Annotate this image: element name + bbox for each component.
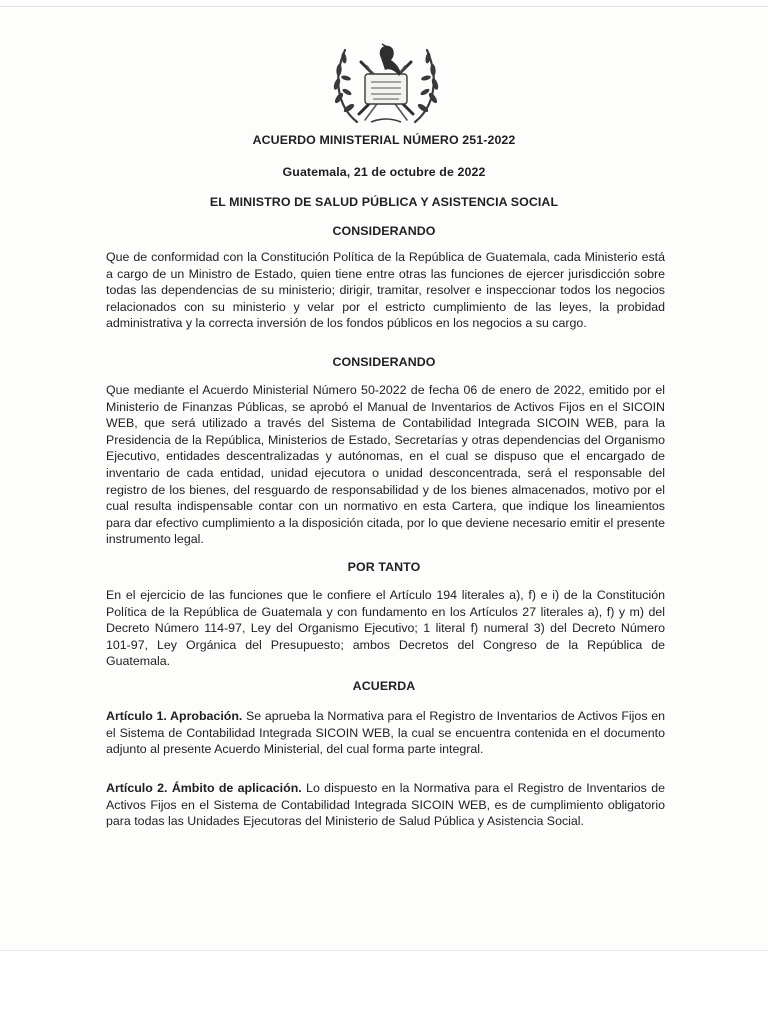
articulo-2-text: Lo dispuesto en la Normativa para el Registro de Inventarios de Activos Fijos en el Sistema de Contabilidad Integrada SICOIN WEB, es de cumplimiento obligatorio para todas las Unidades Ejecutoras del Ministerio de Salud Pública y Asistencia Social.	[106, 781, 665, 829]
articulo-2-label: Artículo 2. Ámbito de aplicación.	[106, 781, 302, 795]
por-tanto-heading: POR TANTO	[347, 560, 421, 574]
articulo-1-paragraph	[106, 708, 665, 758]
coat-of-arms-icon	[327, 36, 445, 128]
page-top-edge	[0, 6, 768, 7]
document-title: ACUERDO MINISTERIAL NÚMERO 251-2022	[252, 133, 516, 147]
considerando-2-heading: CONSIDERANDO	[332, 355, 436, 369]
considerando-1-paragraph: Que de conformidad con la Constitución Política de la República de Guatemala, cada Ministerio está a cargo de un Ministro de Estado, quien tiene entre otras las funciones de ejercer jurisdicción sobre todas las dependencias de su ministerio; dirigir, tramitar, resolver e inspeccionar todos los negocios relacionados con su ministerio y velar por el estricto cumplimiento de las leyes, la probidad administrativa y la correcta inversión de los fondos públicos en los negocios a su cargo.	[106, 250, 665, 331]
articulo-2-paragraph	[106, 780, 665, 830]
page-bottom-margin	[0, 950, 768, 1025]
date-line: Guatemala, 21 de octubre de 2022	[282, 165, 486, 179]
articulo-1-text: Se aprueba la Normativa para el Registro de Inventarios de Activos Fijos en el Sistema de Contabilidad Integrada SICOIN WEB, la cual se encuentra contenida en el documento adjunto al presente Acuerdo Ministerial, del cual forma parte integral.	[106, 709, 665, 757]
por-tanto-paragraph: En el ejercicio de las funciones que le confiere el Artículo 194 literales a), f) e i) de la Constitución Política de la República de Guatemala y con fundamento en los Artículos 27 literales a), f) y m) del Decreto Número 114-97, Ley del Organismo Ejecutivo; 1 literal f) numeral 3) del Decreto Número 101-97, Ley Orgánica del Presupuesto; ambos Decretos del Congreso de la República de Guatemala.	[106, 588, 665, 669]
considerando-1-heading: CONSIDERANDO	[332, 224, 436, 238]
articulo-1-label: Artículo 1. Aprobación.	[106, 709, 243, 723]
considerando-2-paragraph: Que mediante el Acuerdo Ministerial Número 50-2022 de fecha 06 de enero de 2022, emitido por el Ministerio de Finanzas Públicas, se aprobó el Manual de Inventarios de Activos Fijos en el SICOIN WEB, que será utilizado a través del Sistema de Contabilidad Integrada SICOIN WEB, para la Presidencia de la República, Ministerios de Estado, Secretarías y otras dependencias del Organismo Ejecutivo, entidades descentralizadas y autónomas, en el cual se dispuso que el encargado de inventario de cada entidad, unidad ejecutora o unidad desconcentrada, será el responsable del registro de los bienes, del resguardo de responsabilidad y de los bienes almacenados, motivo por el cual resulta indispensable contar con un normativo en esta Cartera, que indique los lineamientos para dar efectivo cumplimiento a la disposición citada, por lo que deviene necesario emitir el presente instrumento legal.	[106, 383, 665, 547]
acuerda-heading: ACUERDA	[352, 679, 416, 693]
issuer-line: EL MINISTRO DE SALUD PÚBLICA Y ASISTENCIA SOCIAL	[209, 195, 559, 209]
